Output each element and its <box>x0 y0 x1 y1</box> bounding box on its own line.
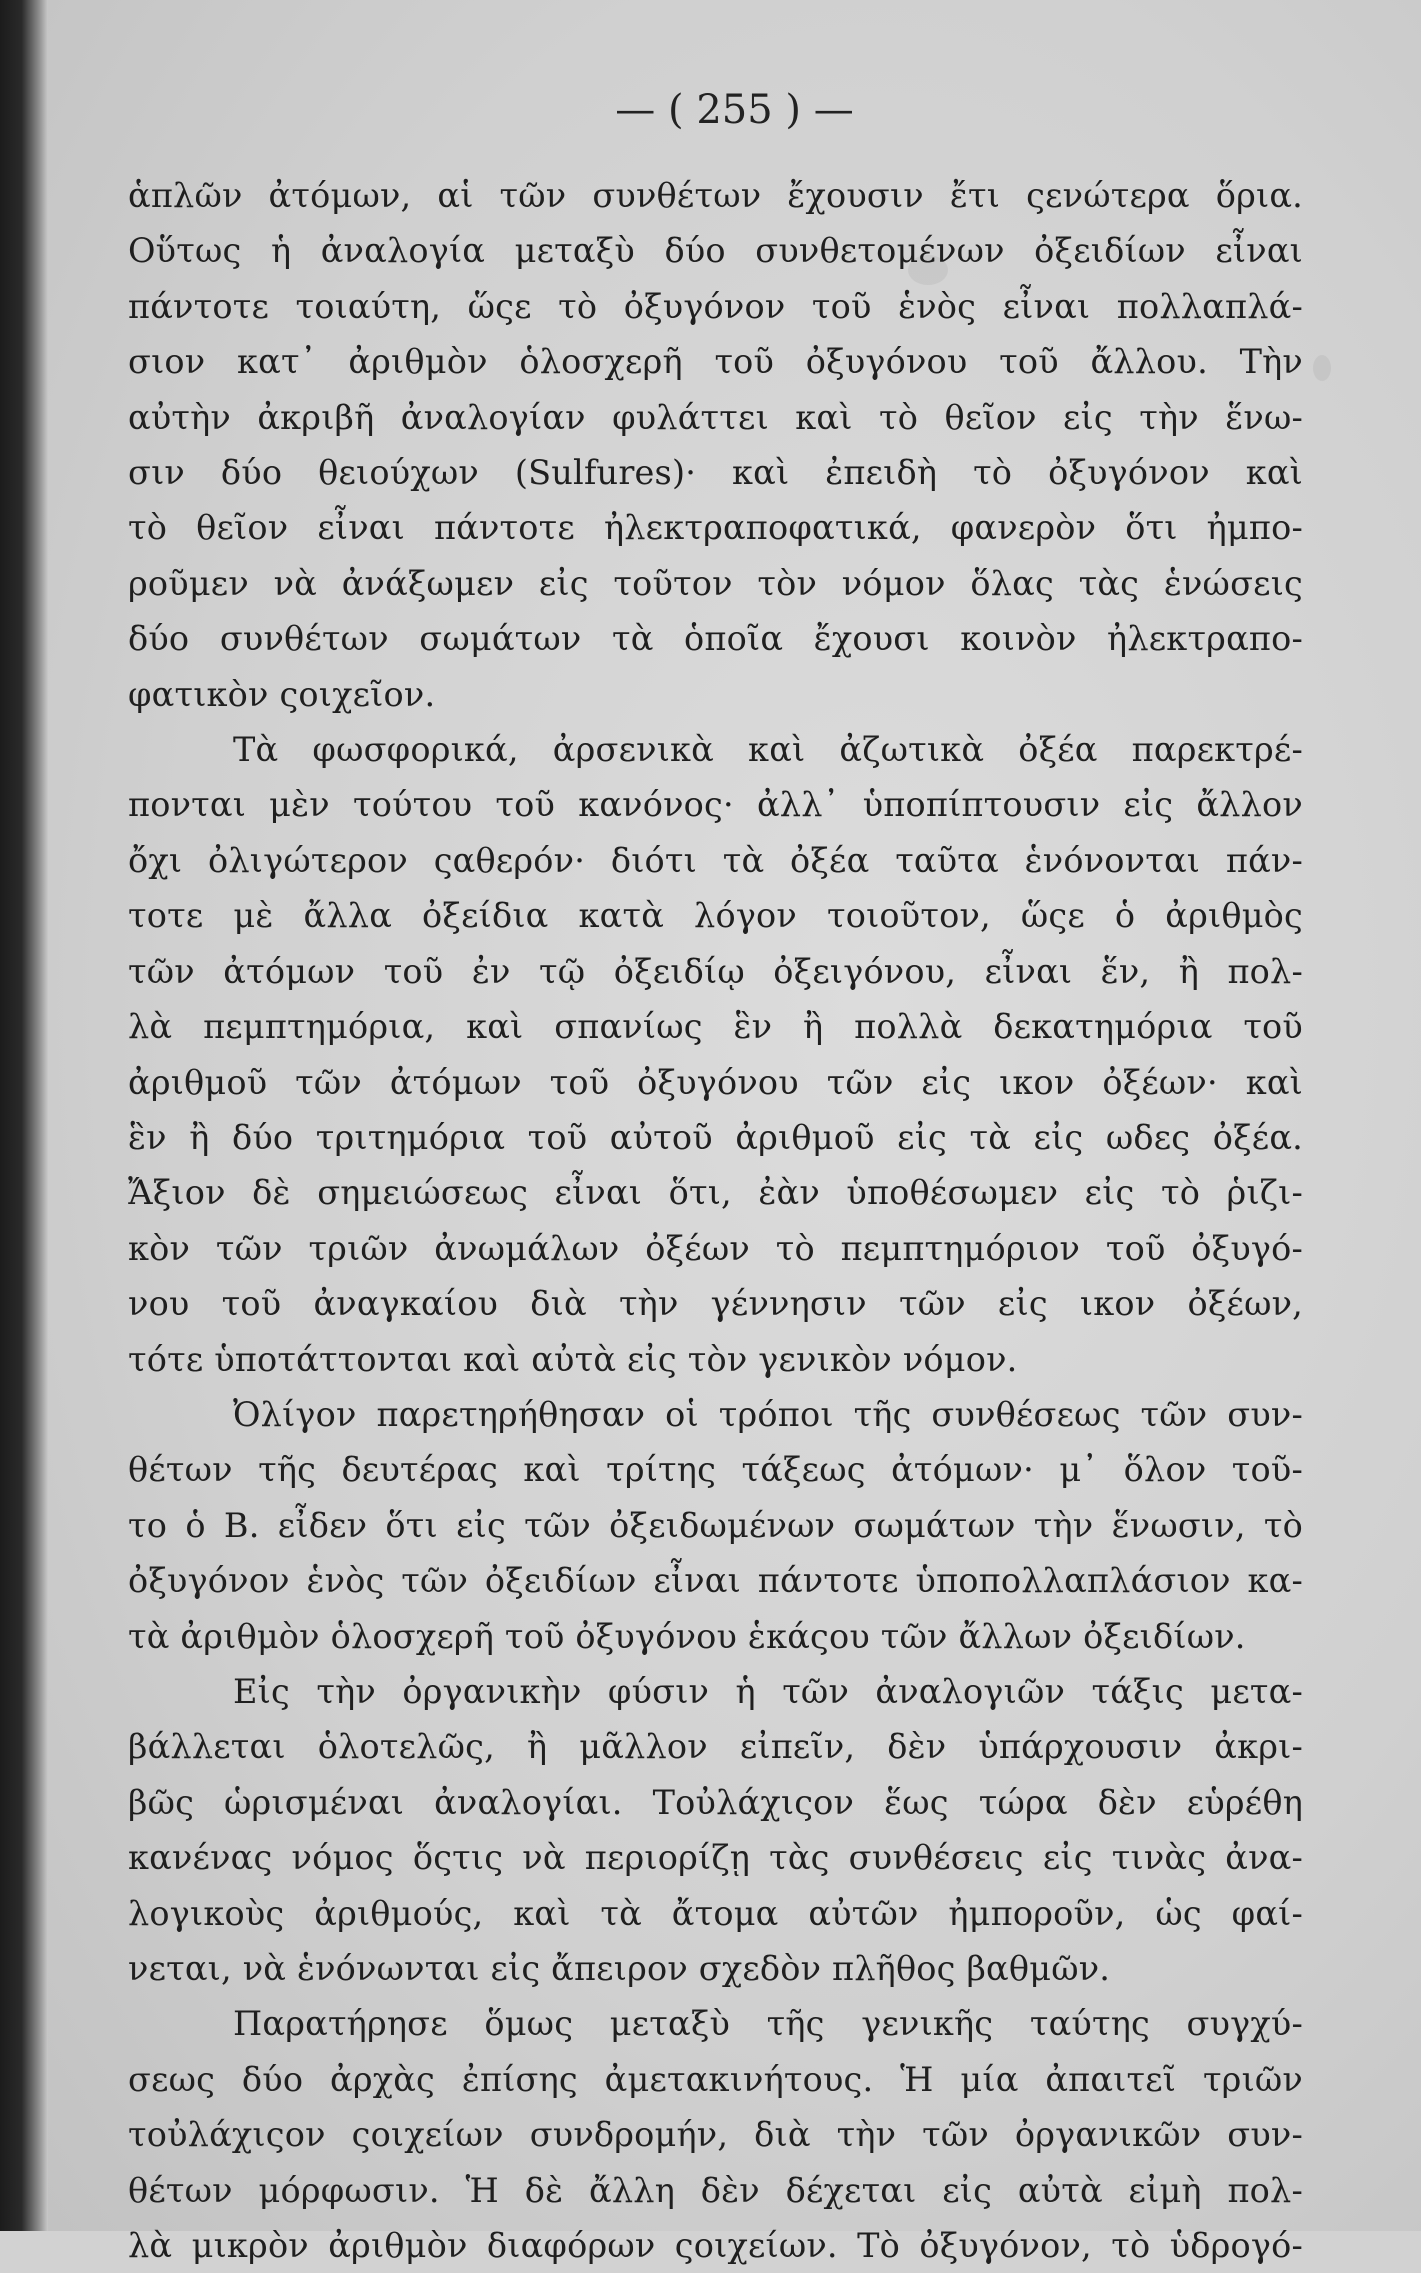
text-line: φατικὸν ςοιχεῖον. <box>128 674 436 714</box>
book-page <box>48 0 1421 2266</box>
text-line: σιον κατ᾽ ἀριθμὸν ὁλοσχερῆ τοῦ ὀξυγόνου τοῦ ἄλλου. Τὴν <box>128 342 1303 382</box>
page-number-header: — ( 255 ) — <box>615 87 854 133</box>
text-line: κανένας νόμος ὅςτις νὰ περιορίζῃ τὰς συνθέσεις εἰς τινὰς ἀνα- <box>128 1838 1303 1878</box>
text-line: τῶν ἀτόμων τοῦ ἐν τῷ ὀξειδίῳ ὀξειγόνου, εἶναι ἕν, ἢ πολ- <box>128 951 1303 991</box>
text-line: τότε ὑποτάττονται καὶ αὐτὰ εἰς τὸν γενικὸν νόμον. <box>128 1339 1018 1379</box>
text-line: ἀριθμοῦ τῶν ἀτόμων τοῦ ὀξυγόνου τῶν εἰς ικον ὀξέων· καὶ <box>128 1062 1303 1102</box>
text-line: θέτων τῆς δευτέρας καὶ τρίτης τάξεως ἀτόμων· μ᾽ ὅλον τοῦ- <box>128 1450 1303 1490</box>
text-line: νεται, νὰ ἑνόνωνται εἰς ἄπειρον σχεδὸν πλῆθος βαθμῶν. <box>128 1949 1111 1988</box>
text-line: βῶς ὡρισμέναι ἀναλογίαι. Τοὐλάχιςον ἕως τώρα δὲν εὑρέθη <box>128 1782 1303 1822</box>
text-line: ἁπλῶν ἀτόμων, αἱ τῶν συνθέτων ἔχουσιν ἔτι ςενώτερα ὅρια. <box>128 176 1303 215</box>
text-line: λὰ μικρὸν ἀριθμὸν διαφόρων ςοιχείων. Τὸ ὀξυγόνον, τὸ ὑδρογό- <box>128 2226 1303 2266</box>
text-line: ροῦμεν νὰ ἀνάξωμεν εἰς τοῦτον τὸν νόμον ὅλας τὰς ἑνώσεις <box>128 563 1303 603</box>
text-line: Εἰς τὴν ὀργανικὴν φύσιν ἡ τῶν ἀναλογιῶν τάξις μετα- <box>233 1671 1303 1711</box>
text-line: θέτων μόρφωσιν. Ἡ δὲ ἄλλη δὲν δέχεται εἰς αὐτὰ εἰμὴ πολ- <box>128 2170 1303 2210</box>
text-line: τοτε μὲ ἄλλα ὀξείδια κατὰ λόγον τοιοῦτον, ὥςε ὁ ἀριθμὸς <box>128 896 1303 936</box>
text-line: Παρατήρησε ὅμως μεταξὺ τῆς γενικῆς ταύτης συγχύ- <box>233 2004 1303 2044</box>
text-line: ὄχι ὀλιγώτερον ςαθερόν· διότι τὰ ὀξέα ταῦτα ἑνόνονται πάν- <box>128 840 1303 880</box>
text-line: κὸν τῶν τριῶν ἀνωμάλων ὀξέων τὸ πεμπτημόριον τοῦ ὀξυγό- <box>128 1228 1303 1268</box>
book-gutter-shadow <box>0 0 48 2231</box>
text-line: τὰ ἀριθμὸν ὁλοσχερῆ τοῦ ὀξυγόνου ἑκάςου τῶν ἄλλων ὀξειδίων. <box>128 1616 1246 1656</box>
paper-stain <box>1313 355 1331 381</box>
text-line: τοὐλάχιςον ςοιχείων συνδρομήν, διὰ τὴν τῶν ὀργανικῶν συν- <box>128 2115 1303 2155</box>
text-line: βάλλεται ὁλοτελῶς, ἢ μᾶλλον εἰπεῖν, δὲν ὑπάρχουσιν ἀκρι- <box>128 1727 1303 1767</box>
text-line: λὰ πεμπτημόρια, καὶ σπανίως ἓν ἢ πολλὰ δεκατημόρια τοῦ <box>128 1007 1303 1047</box>
text-line: Οὕτως ἡ ἀναλογία μεταξὺ δύο συνθετομένων ὀξειδίων εἶναι <box>128 231 1303 271</box>
text-line: πάντοτε τοιαύτη, ὥςε τὸ ὀξυγόνον τοῦ ἑνὸς εἶναι πολλαπλά- <box>128 286 1303 326</box>
text-line: Ὀλίγον παρετηρήθησαν οἱ τρόποι τῆς συνθέσεως τῶν συν- <box>233 1394 1303 1434</box>
text-line: ὀξυγόνον ἑνὸς τῶν ὀξειδίων εἶναι πάντοτε ὑποπολλαπλάσιον κα- <box>128 1561 1303 1601</box>
text-line: σιν δύο θειούχων (Sulfures)· καὶ ἐπειδὴ τὸ ὀξυγόνον καὶ <box>128 453 1303 493</box>
text-line: αὐτὴν ἀκριβῆ ἀναλογίαν φυλάττει καὶ τὸ θεῖον εἰς τὴν ἕνω- <box>128 397 1303 437</box>
text-line: Ἄξιον δὲ σημειώσεως εἶναι ὅτι, ἐὰν ὑποθέσωμεν εἰς τὸ ῥιζι- <box>128 1173 1303 1213</box>
text-line: το ὁ Β. εἶδεν ὅτι εἰς τῶν ὀξειδωμένων σωμάτων τὴν ἕνωσιν, τὸ <box>128 1505 1303 1545</box>
text-line: νου τοῦ ἀναγκαίου διὰ τὴν γέννησιν τῶν εἰς ικον ὀξέων, <box>128 1284 1303 1324</box>
text-line: λογικοὺς ἀριθμούς, καὶ τὰ ἄτομα αὐτῶν ἠμποροῦν, ὡς φαί- <box>128 1893 1303 1933</box>
body-text <box>128 168 1303 2273</box>
text-line: δύο συνθέτων σωμάτων τὰ ὁποῖα ἔχουσι κοινὸν ἠλεκτραπο- <box>128 619 1303 659</box>
text-line: Τὰ φωσφορικά, ἀρσενικὰ καὶ ἀζωτικὰ ὀξέα παρεκτρέ- <box>233 730 1303 770</box>
text-line: πονται μὲν τούτου τοῦ κανόνος· ἀλλ᾽ ὑποπίπτουσιν εἰς ἄλλον <box>128 785 1303 825</box>
text-line: τὸ θεῖον εἶναι πάντοτε ἠλεκτραποφατικά, φανερὸν ὅτι ἠμπο- <box>128 508 1303 548</box>
text-line: σεως δύο ἀρχὰς ἐπίσης ἀμετακινήτους. Ἡ μία ἀπαιτεῖ τριῶν <box>128 2059 1303 2099</box>
text-line: ἓν ἢ δύο τριτημόρια τοῦ αὐτοῦ ἀριθμοῦ εἰς τὰ εἰς ωδες ὀξέα. <box>128 1117 1303 1157</box>
